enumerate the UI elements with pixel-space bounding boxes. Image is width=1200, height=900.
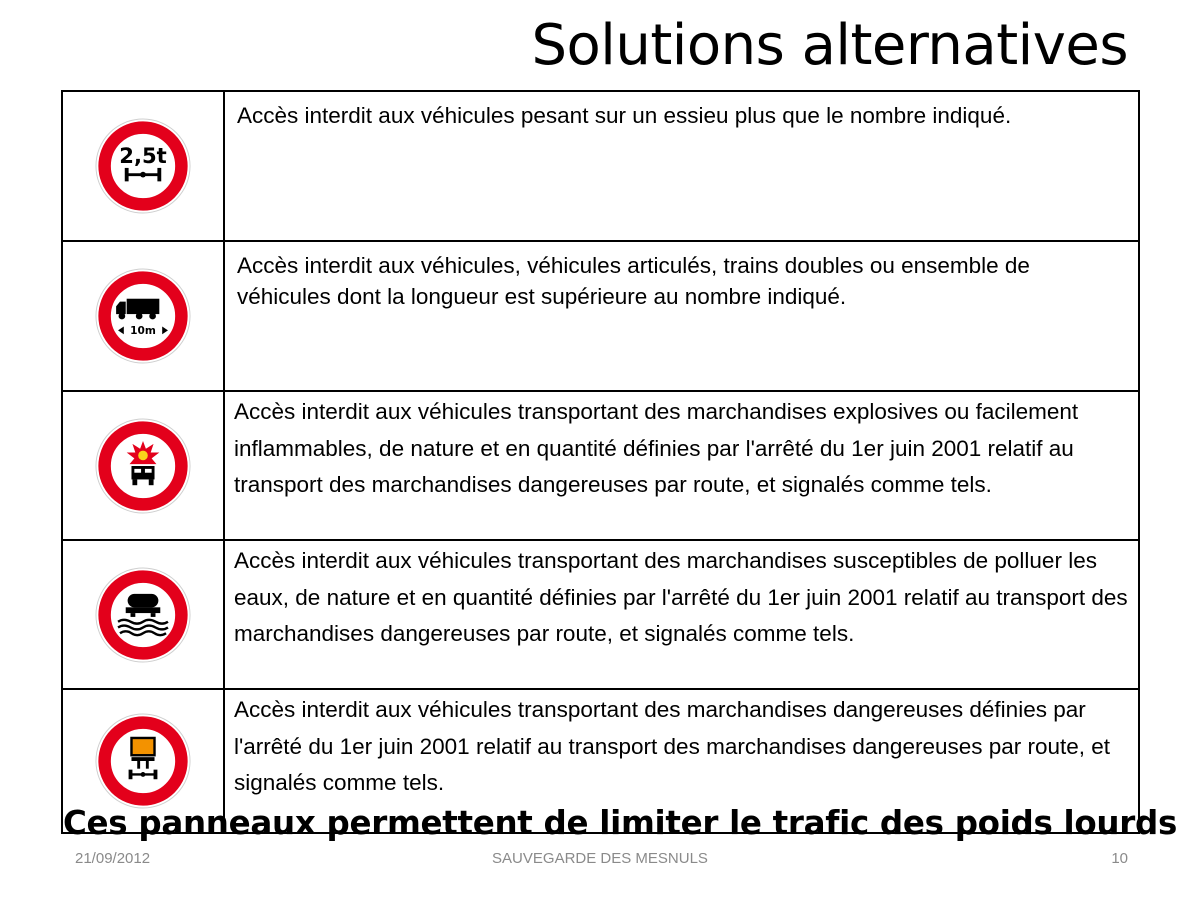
- table-row: [62, 91, 1139, 241]
- explosive-goods-prohibited-sign-icon: [95, 418, 191, 514]
- footer-date: 21/09/2012: [75, 850, 151, 867]
- vehicle-length-limit-sign-icon: [95, 268, 191, 364]
- sign-description: Accès interdit aux véhicules transportant des marchandises explosives ou facilement inflammables, de nature et en quantité définies par l'arrêté du 1er juin 2001 relatif au transport des marchandises dangereuses par route, et signalés comme tels.: [224, 391, 1139, 540]
- sign-description: Accès interdit aux véhicules transportant des marchandises susceptibles de polluer les eaux, de nature et en quantité définies par l'arrêté du 1er juin 2001 relatif au transport des marchandises dangereuses par route, et signalés comme tels.: [224, 540, 1139, 689]
- sign-cell: [62, 241, 224, 391]
- svg-text:10m: 10m: [130, 325, 156, 338]
- svg-text:2,5t: 2,5t: [119, 143, 167, 169]
- conclusion-text: Ces panneaux permettent de limiter le trafic des poids lourds: [63, 804, 1177, 842]
- sign-cell: [62, 540, 224, 689]
- table-row: [62, 540, 1139, 689]
- table-row: [62, 391, 1139, 540]
- traffic-signs-table: [61, 90, 1140, 834]
- water-polluting-goods-prohibited-sign-icon: [95, 567, 191, 663]
- footer-organization: SAUVEGARDE DES MESNULS: [492, 850, 708, 867]
- dangerous-goods-prohibited-sign-icon: [95, 713, 191, 809]
- sign-description: Accès interdit aux véhicules transportant des marchandises dangereuses définies par l'arrêté du 1er juin 2001 relatif au transport des marchandises dangereuses par route, et signalés comme tels.: [224, 689, 1139, 833]
- axle-weight-limit-sign-icon: [95, 118, 191, 214]
- table-row: [62, 241, 1139, 391]
- sign-cell: [62, 391, 224, 540]
- sign-cell: [62, 91, 224, 241]
- sign-description: Accès interdit aux véhicules, véhicules articulés, trains doubles ou ensemble de véhicules dont la longueur est supérieure au nombre indiqué.: [224, 241, 1139, 391]
- page-number: 10: [1111, 850, 1128, 867]
- sign-description: Accès interdit aux véhicules pesant sur un essieu plus que le nombre indiqué.: [224, 91, 1139, 241]
- slide-title: Solutions alternatives: [531, 13, 1128, 78]
